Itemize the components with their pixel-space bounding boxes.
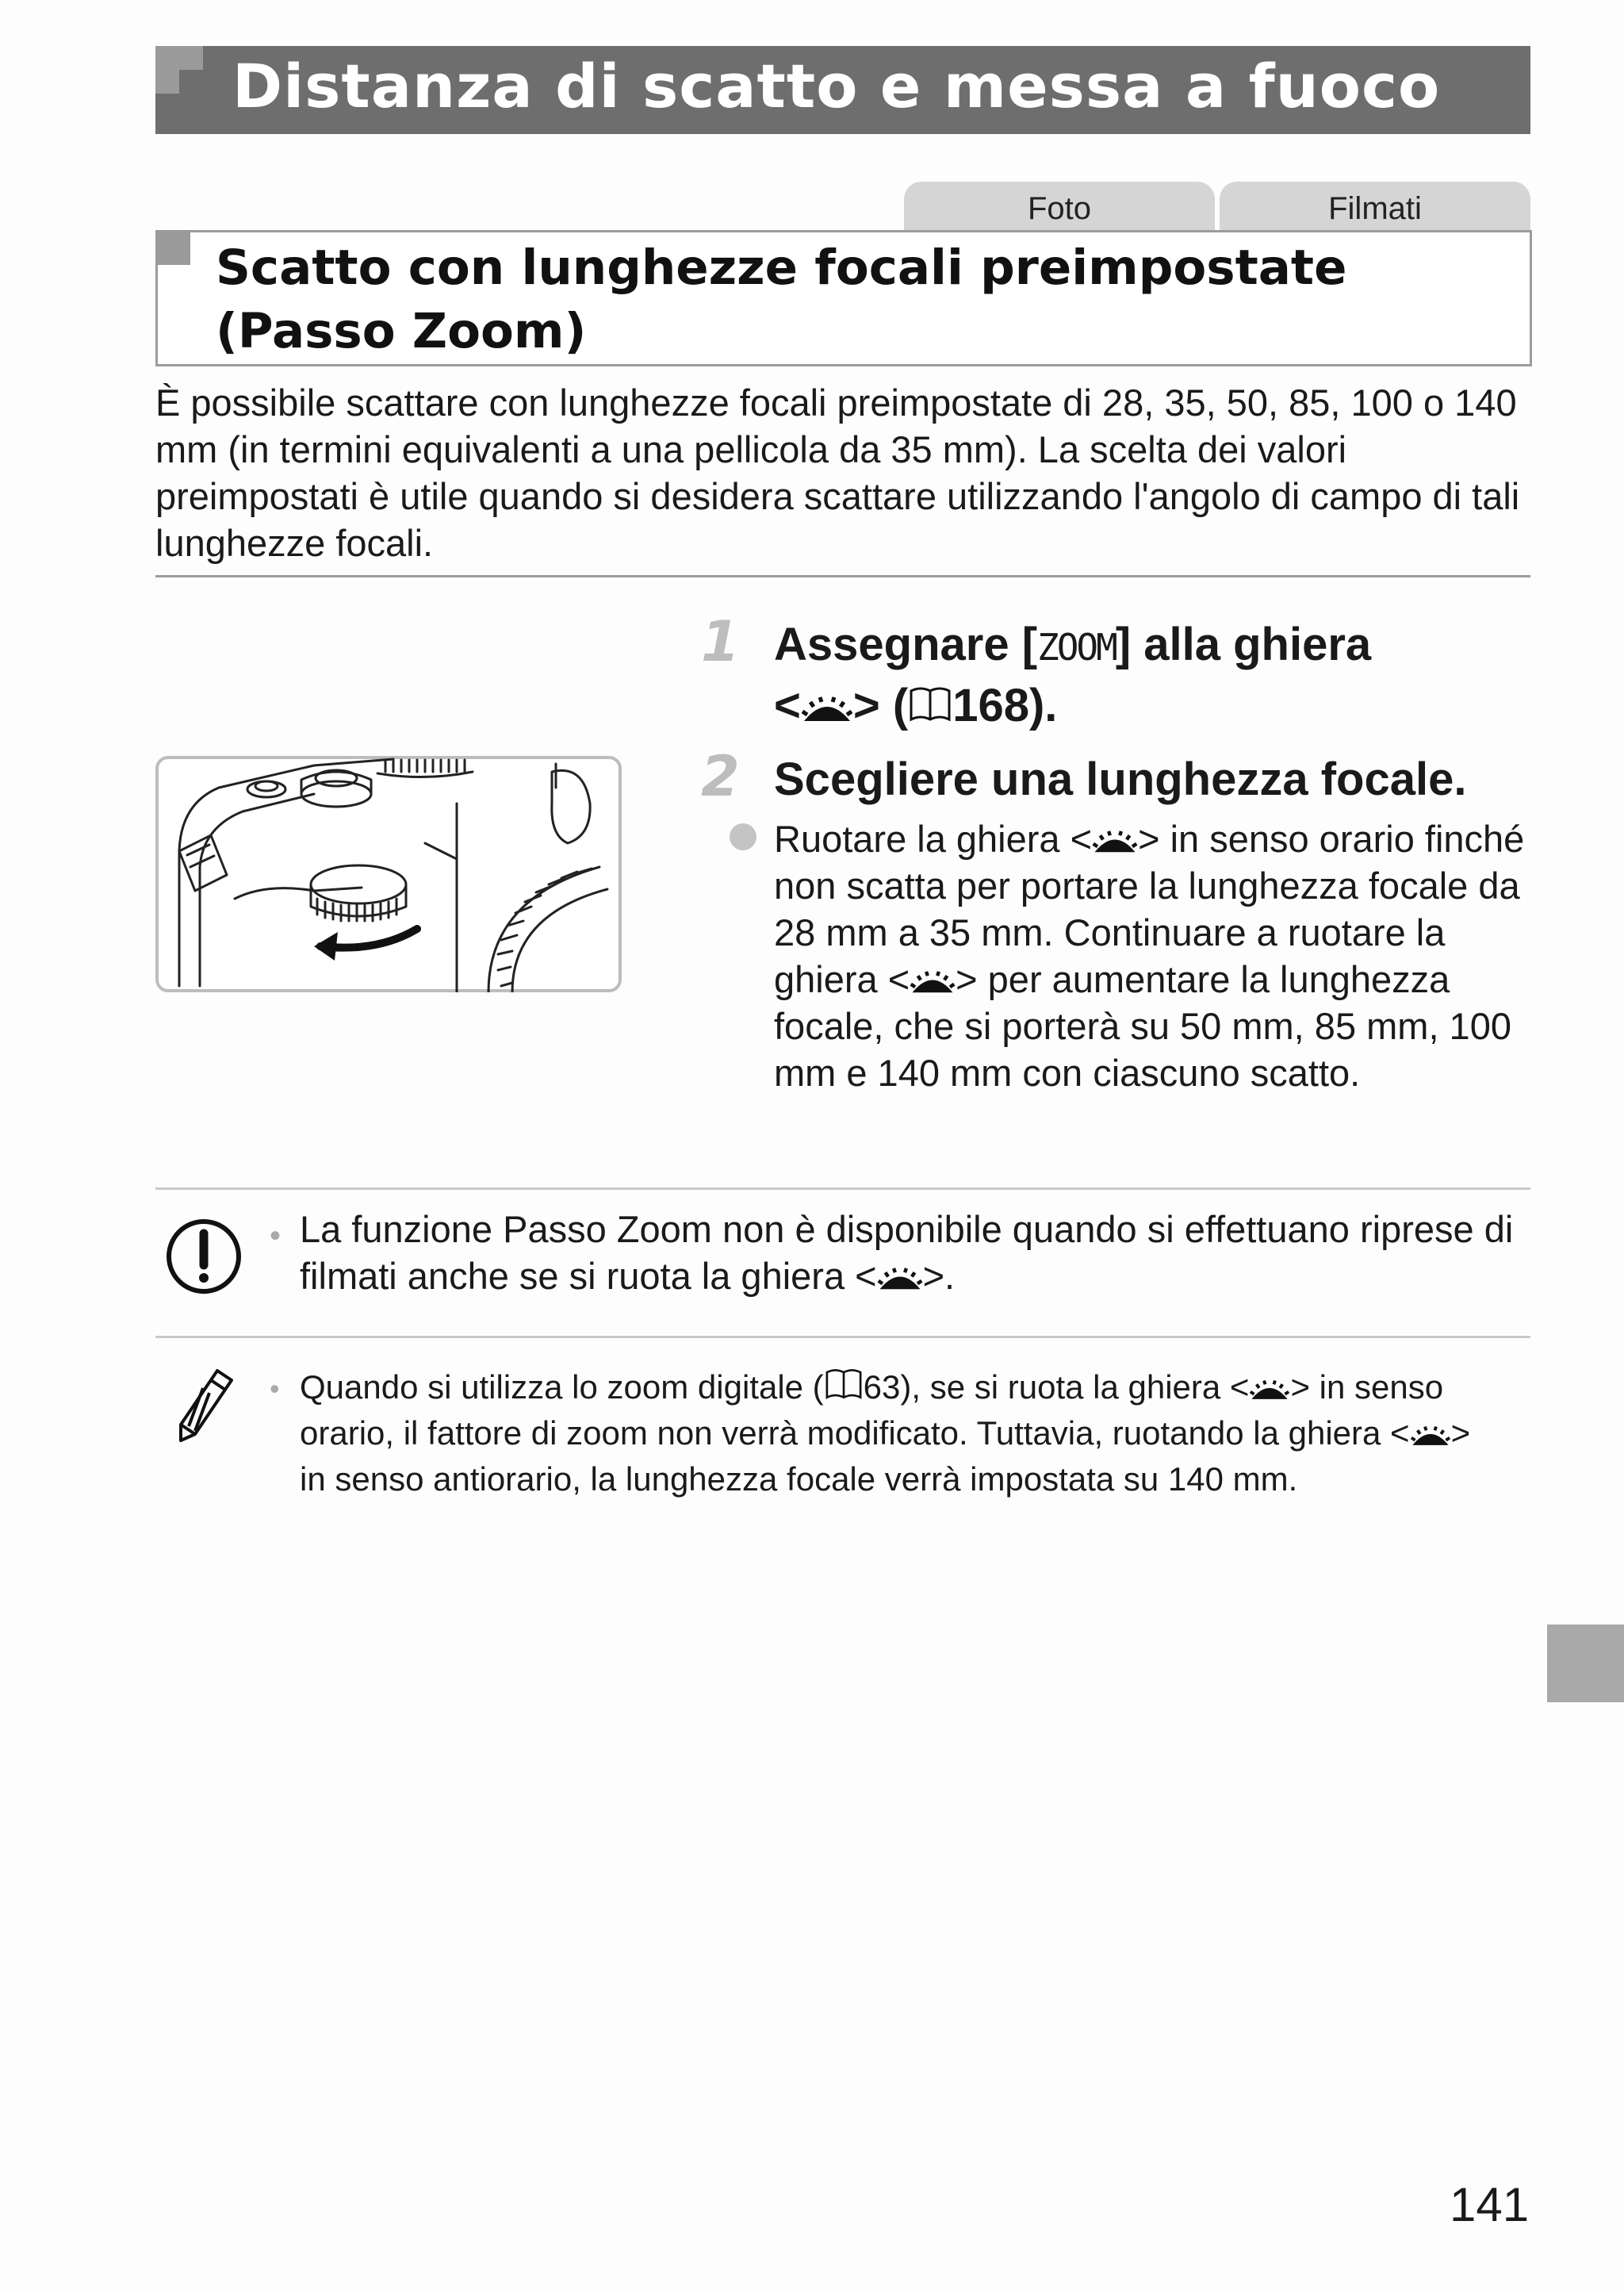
control-dial-icon xyxy=(1410,1425,1451,1448)
chapter-title: Distanza di scatto e messa a fuoco xyxy=(232,51,1441,121)
section-header-square-decoration xyxy=(155,230,190,265)
camera-dial-illustration xyxy=(155,756,622,992)
step-1-text: Assegnare [ xyxy=(774,619,1038,670)
note-text xyxy=(300,1364,1505,1502)
step-1-title xyxy=(774,616,1535,735)
text-segment: Ruotare la ghiera < xyxy=(774,818,1093,860)
step-number: 2 xyxy=(701,744,740,809)
chapter-header-square-inner xyxy=(179,70,203,94)
step-1-text: ] alla ghiera xyxy=(1115,619,1372,670)
step-2-description xyxy=(774,815,1535,1096)
step-1-text: ). xyxy=(1028,680,1058,731)
zoom-label: ZOOM xyxy=(1037,626,1116,669)
control-dial-icon xyxy=(877,1267,923,1292)
text-segment: ), se si ruota la ghiera < xyxy=(900,1368,1250,1406)
section-title: Scatto con lunghezze focali preimpostate (Passo Zoom) xyxy=(216,240,1347,359)
text-segment: > in senso orario, il fattore di zoom non verrà modificato. Tuttavia, ruotando la ghiera < xyxy=(300,1368,1444,1452)
book-reference-icon xyxy=(824,1367,864,1402)
tab-foto: Foto xyxy=(904,182,1215,232)
text-segment: > in senso antiorario, la lunghezza focale verrà impostata su 140 mm. xyxy=(300,1414,1471,1498)
divider xyxy=(155,575,1530,577)
control-dial-icon xyxy=(801,696,853,724)
step-1-text: < xyxy=(774,680,801,731)
bullet: • xyxy=(270,1218,282,1253)
intro-paragraph: È possibile scattare con lunghezze focali preimpostate di 28, 35, 50, 85, 100 o 140 mm (in termini equivalenti a una pellicola da 35 mm). La scelta dei valori preimpostati è utile quando si desidera scattare utilizzando l'angolo di campo di tali lunghezze focali. xyxy=(155,382,1520,564)
pencil-note-icon xyxy=(171,1366,236,1445)
chapter-side-tab xyxy=(1547,1624,1624,1702)
tab-filmati: Filmati xyxy=(1220,182,1530,232)
caution-icon xyxy=(165,1218,243,1295)
page-number: 141 xyxy=(1450,2178,1530,2231)
bullet: • xyxy=(270,1372,280,1405)
control-dial-icon xyxy=(910,970,956,995)
page-reference: 168 xyxy=(952,680,1029,731)
control-dial-icon xyxy=(1092,830,1138,855)
bullet-dot xyxy=(730,823,756,850)
step-2-title: Scegliere una lunghezza focale. xyxy=(774,754,1467,805)
text-segment: > in senso orario finché non scatta per portare la lunghezza focale da 28 mm a 35 mm. Continuare a ruotare la ghiera < xyxy=(774,818,1525,1000)
text-segment: La funzione Passo Zoom non è disponibile quando si effettuano riprese di filmati anche se si ruota la ghiera < xyxy=(300,1208,1514,1297)
text-segment: > per aumentare la lunghezza focale, che si porterà su 50 mm, 85 mm, 100 mm e 140 mm con ciascuno scatto. xyxy=(774,958,1511,1094)
step-number: 1 xyxy=(701,609,740,674)
text-segment: >. xyxy=(922,1255,956,1297)
divider xyxy=(155,1187,1530,1190)
control-dial-icon xyxy=(1249,1379,1290,1402)
step-1-text: > ( xyxy=(852,680,909,731)
caution-text xyxy=(300,1206,1537,1299)
book-reference-icon xyxy=(908,685,952,724)
text-segment: Quando si utilizza lo zoom digitale ( xyxy=(300,1368,824,1406)
divider xyxy=(155,1336,1530,1338)
page-reference: 63 xyxy=(863,1368,901,1406)
